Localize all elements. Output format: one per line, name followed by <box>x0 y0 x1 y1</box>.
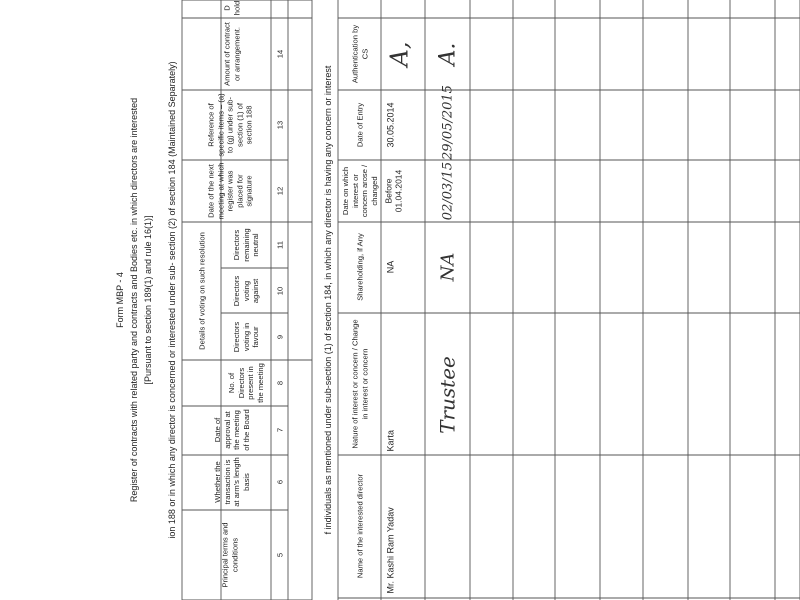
header-date-interest: Date on which interest or concern arose / changed <box>341 164 379 218</box>
row2-authentication-signature: A. <box>435 42 461 66</box>
row1-shareholding: NA <box>385 260 396 274</box>
col-number: 14 <box>275 49 285 59</box>
col-number: 5 <box>275 552 285 558</box>
row1-authentication-signature: A, <box>385 41 414 67</box>
col-number: 13 <box>275 120 285 130</box>
row2-date-entry: 29/05/2015 <box>440 85 456 160</box>
row2-shareholding: NA <box>437 252 459 282</box>
header-voting-favour: Directors voting in favour <box>231 321 260 353</box>
section-b-title: f individuals as mentioned under sub-section (1) of section 184, in which any director is having any concern or interest <box>323 65 333 535</box>
header-next-meeting: Date of the next meeting at which register was placed for signature <box>206 162 254 220</box>
header-date-approval: Date of approval at the meeting of the Board <box>213 409 251 451</box>
header-director-name: Name of the interested director <box>355 473 365 579</box>
col-number: 12 <box>275 186 285 196</box>
section-a-title: ion 188 or in which any director is concerned or interested under sub- section (2) of section 184 (Maintained Separately) <box>167 61 177 539</box>
col-number: 7 <box>275 427 285 433</box>
header-reference-items: Reference of specific items – (a) to (g) under sub-section (1) of section 188 <box>206 93 254 157</box>
header-principal-terms: Principal terms and conditions <box>220 522 239 588</box>
row1-nature-interest: Karta <box>385 429 396 452</box>
header-voting-details: Details of voting on such resolution <box>197 232 207 350</box>
header-authentication: Authentication by CS <box>350 24 369 84</box>
form-title: Register of contracts with related party and contracts and Bodies etc. in which directors are interested <box>129 97 139 503</box>
row1-date-interest: Before 01.04.2014 <box>383 169 403 213</box>
header-partial: D hold <box>222 0 241 16</box>
col-number: 11 <box>275 241 285 249</box>
row1-director-name: Mr. Kashi Ram Yadav <box>385 507 396 594</box>
header-nature-interest: Nature of interest or concern / Change in interest or concern <box>350 319 369 449</box>
form-subtitle: [Pursuant to section 189(1) and rule 16(1)] <box>143 215 153 385</box>
col-number: 9 <box>275 334 285 340</box>
col-number: 10 <box>275 286 285 296</box>
header-arms-length: Whether the transaction is at arm's length basis <box>213 457 251 507</box>
header-no-present: No. of Directors present in the meeting <box>227 363 265 403</box>
row2-nature-interest: Trustee <box>435 356 460 434</box>
row1-date-entry: 30.05.2014 <box>385 102 396 148</box>
col-number: 8 <box>275 380 285 386</box>
header-date-entry: Date of Entry <box>355 102 365 148</box>
header-shareholding: Shareholding, if Any <box>355 233 365 301</box>
header-amount-contract: Amount of contract or arrangement. <box>222 22 241 86</box>
header-remaining-neutral: Directors remaining neutral <box>231 228 260 262</box>
header-voting-against: Directors voting against <box>231 275 260 307</box>
form-code: Form MBP - 4 <box>115 272 125 328</box>
row2-date-interest: 02/03/15 <box>440 161 456 221</box>
col-number: 6 <box>275 479 285 485</box>
